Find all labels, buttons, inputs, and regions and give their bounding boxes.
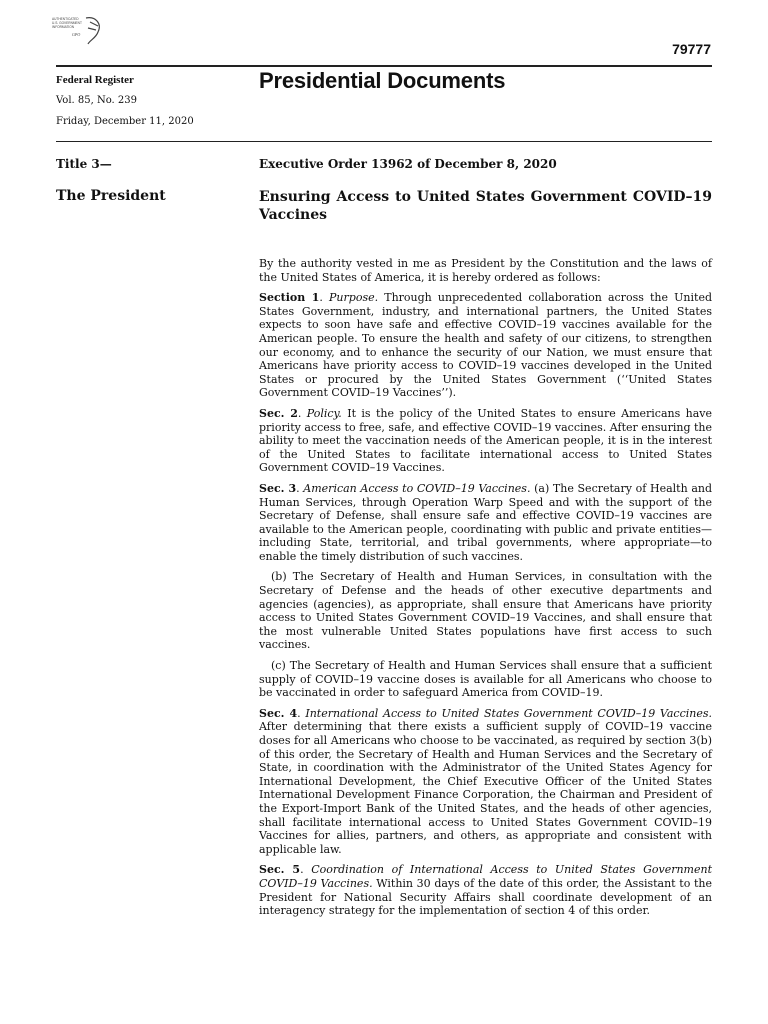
svg-text:U.S. GOVERNMENT: U.S. GOVERNMENT xyxy=(52,21,82,25)
section-text: It is the policy of the United States to ensure Americans have priority access to free, safe, and effective COVID–19 vaccines. After ensuring the ability to meet the vaccination needs of the American people, it is in the interest of the United States to facilitate international access to United States Government COVID–19 Vaccines. xyxy=(259,406,713,475)
section-heading-text: American Access to COVID–19 Vaccines. xyxy=(303,481,531,495)
section-heading: Presidential Documents xyxy=(259,68,506,93)
top-rule xyxy=(56,65,712,67)
section-text: (a) The Secretary of Health and Human Services, through Operation Warp Speed and with the support of the Secretary of Defense, shall ensure safe and effective COVID–19 vaccines are available to the American people, coordinating with public and private entities—including State, territorial, and tribal governments, where appropriate—to enable the timely distribution of such vaccines. xyxy=(259,481,713,563)
title-label: Title 3— xyxy=(56,157,112,171)
president-label: The President xyxy=(56,188,166,204)
section-3a: Sec. 3. American Access to COVID–19 Vaccines. (a) The Secretary of Health and Human Services, through Operation Warp Speed and with the support of the Secretary of Defense, shall ensure safe and effective COVID–19 vaccines are available to the American people, coordinating with public and private entities—including State, territorial, and tribal governments, where appropriate—to enable the timely distribution of such vaccines. xyxy=(259,481,713,563)
section-label: Sec. 3 xyxy=(259,481,297,495)
middle-rule xyxy=(56,141,712,142)
section-5: Sec. 5. Coordination of International Access to United States Government COVID–19 Vaccines. Within 30 days of the date of this order, the Assistant to the President for National Security Affairs shall coordinate development of an interagency strategy for the implementation of section 4 of this order. xyxy=(259,863,713,918)
section-heading-text: Purpose. xyxy=(329,291,379,305)
gpo-authentication-seal xyxy=(52,14,106,48)
section-1: Section 1. Purpose. Through unprecedented collaboration across the United States Government, industry, and international partners, the United States expects to soon have safe and effective COVID–19 vaccines available for the American people. To ensure the health and safety of our citizens, to strengthen our economy, and to enhance the security of our Nation, we must ensure that Americans have priority access to COVID–19 vaccines developed in the United States or procured by the United States Government (‘‘United States Government COVID–19 Vaccines’’). xyxy=(259,291,713,400)
section-4: Sec. 4. International Access to United States Government COVID–19 Vaccines. After determining that there exists a sufficient supply of COVID–19 vaccine doses for all Americans who choose to be vaccinated, as required by section 3(b) of this order, the Secretary of Health and Human Services and the Secretary of State, in coordination with the Administrator of the United States Agency for International Development, the Chief Executive Officer of the United States International Development Finance Corporation, the Chairman and President of the Export-Import Bank of the United States, and the heads of other agencies, shall facilitate international access to United States Government COVID–19 Vaccines for allies, partners, and others, as appropriate and consistent with applicable law. xyxy=(259,706,713,856)
preamble: By the authority vested in me as President by the Constitution and the laws of the United States of America, it is hereby ordered as follows: xyxy=(259,257,712,284)
federal-register-label: Federal Register xyxy=(56,74,134,86)
section-label: Sec. 2 xyxy=(259,406,298,420)
section-3b: (b) The Secretary of Health and Human Services, in consultation with the Secretary of Defense and the heads of other executive departments and agencies (agencies), as appropriate, shall ensure that Americans have priority access to United States Government COVID–19 Vaccines, and shall ensure that the most vulnerable United States populations have first access to such vaccines. xyxy=(259,570,712,652)
svg-text:GPO: GPO xyxy=(72,32,81,37)
section-text: Through unprecedented collaboration across the United States Government, industry, and international partners, the United States expects to soon have safe and effective COVID–19 vaccines available for the American people. To ensure the health and safety of our citizens, to strengthen our economy, and to enhance the security of our Nation, we must ensure that Americans have priority access to COVID–19 vaccines developed in the United States or procured by the United States Government (‘‘United States Government COVID–19 Vaccines’’). xyxy=(259,291,713,400)
section-3c: (c) The Secretary of Health and Human Services shall ensure that a sufficient supply of COVID–19 vaccine doses is available for all Americans who choose to be vaccinated in order to safeguard America from COVID–19. xyxy=(259,659,712,700)
section-heading-text: Coordination of International Access to United States Government COVID–19 Vaccines. xyxy=(259,863,713,890)
svg-text:AUTHENTICATED: AUTHENTICATED xyxy=(52,17,79,21)
volume-number: Vol. 85, No. 239 xyxy=(56,95,138,106)
section-text: Within 30 days of the date of this order, the Assistant to the President for National Security Affairs shall coordinate development of an interagency strategy for the implementation of section 4 of this order. xyxy=(259,876,712,918)
section-label: Sec. 5 xyxy=(259,863,301,877)
section-label: Sec. 4 xyxy=(259,706,298,720)
order-body xyxy=(259,257,712,925)
section-heading-text: International Access to United States Government COVID–19 Vaccines. xyxy=(305,706,713,720)
section-heading-text: Policy. xyxy=(306,406,342,420)
section-text: After determining that there exists a sufficient supply of COVID–19 vaccine doses for all Americans who choose to be vaccinated, as required by section 3(b) of this order, the Secretary of Health and Human Services and the Secretary of State, in coordination with the Administrator of the United States Agency for International Development, the Chief Executive Officer of the United States International Development Finance Corporation, the Chairman and President of the Export-Import Bank of the United States, and the heads of other agencies, shall facilitate international access to United States Government COVID–19 Vaccines for allies, partners, and others, as appropriate and consistent with applicable law. xyxy=(259,720,712,856)
section-label: Section 1 xyxy=(259,291,320,305)
publication-date: Friday, December 11, 2020 xyxy=(56,116,194,127)
svg-text:INFORMATION: INFORMATION xyxy=(52,25,75,29)
page-number: 79777 xyxy=(672,41,711,57)
executive-order-title: Ensuring Access to United States Government COVID–19 Vaccines xyxy=(259,189,712,223)
executive-order-number: Executive Order 13962 of December 8, 2020 xyxy=(259,157,557,171)
section-2: Sec. 2. Policy. It is the policy of the United States to ensure Americans have priority access to free, safe, and effective COVID–19 vaccines. After ensuring the ability to meet the vaccination needs of the American people, it is in the interest of the United States to facilitate international access to United States Government COVID–19 Vaccines. xyxy=(259,406,713,475)
